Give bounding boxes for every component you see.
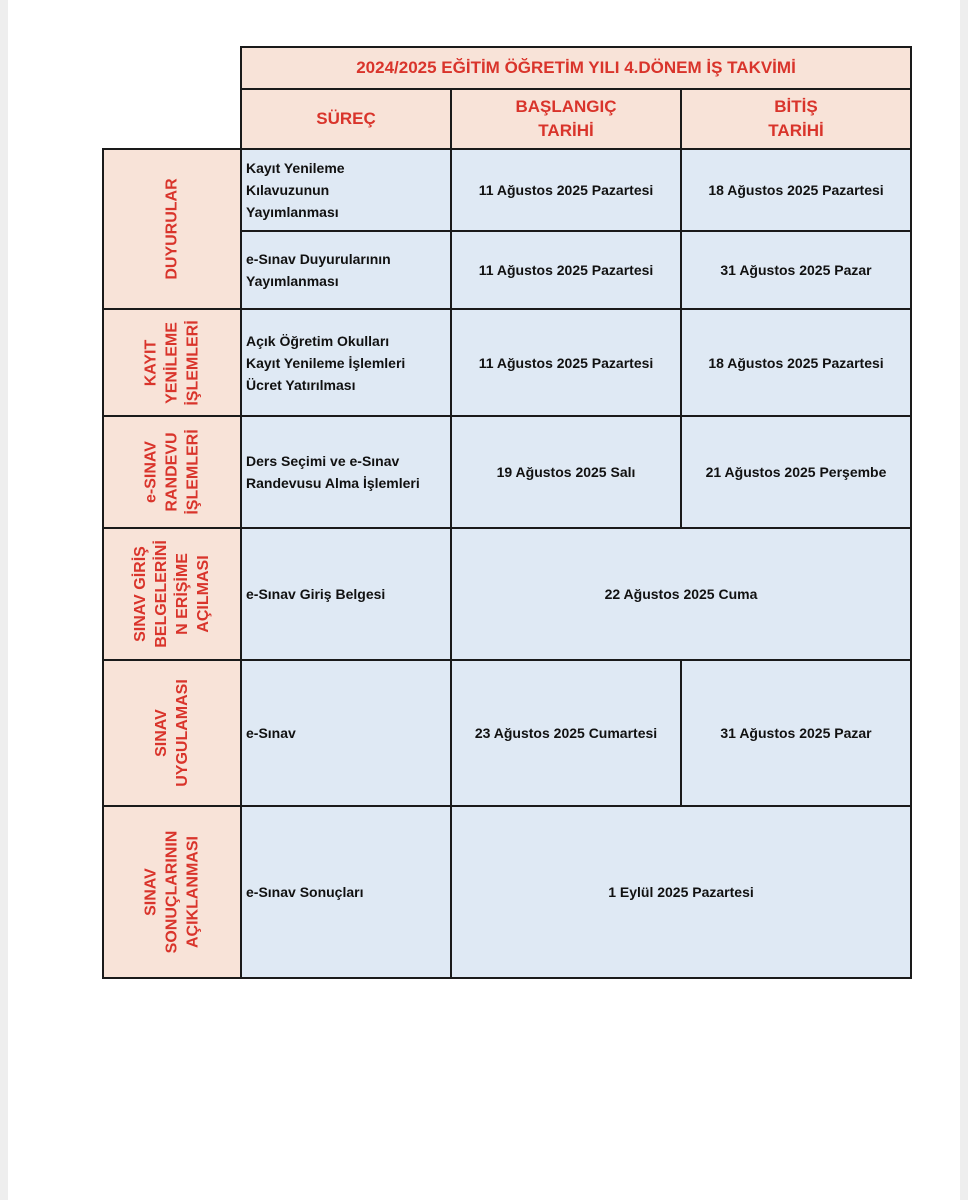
process-cell: Ders Seçimi ve e-Sınav Randevusu Alma İşlemleri [241, 416, 451, 528]
start-date-cell: 19 Ağustos 2025 Salı [451, 416, 681, 528]
header-start-date [451, 89, 681, 149]
category-kayit-yenileme-label: KAYIT YENİLEME İŞLEMLERİ [142, 319, 202, 406]
category-giris-belgeleri [103, 528, 241, 660]
table-title: 2024/2025 EĞİTİM ÖĞRETİM YILI 4.DÖNEM İŞ TAKVİMİ [241, 47, 911, 89]
category-duyurular [103, 149, 241, 309]
category-randevu-label: e-SINAV RANDEVU İŞLEMLERİ [142, 429, 202, 515]
start-date-cell: 23 Ağustos 2025 Cumartesi [451, 660, 681, 806]
header-start-label: BAŞLANGIÇ TARİHİ [515, 97, 617, 140]
process-cell: e-Sınav Giriş Belgesi [241, 528, 451, 660]
process-cell: Kayıt Yenileme Kılavuzunun Yayımlanması [241, 149, 451, 231]
process-cell: e-Sınav Duyurularının Yayımlanması [241, 231, 451, 309]
end-date-cell: 31 Ağustos 2025 Pazar [681, 231, 911, 309]
schedule-table [102, 46, 912, 979]
process-cell: e-Sınav [241, 660, 451, 806]
end-date-cell: 21 Ağustos 2025 Perşembe [681, 416, 911, 528]
process-cell: Açık Öğretim Okulları Kayıt Yenileme İşlemleri Ücret Yatırılması [241, 309, 451, 416]
start-date-cell: 11 Ağustos 2025 Pazartesi [451, 309, 681, 416]
category-sinav-sonuclari [103, 806, 241, 978]
start-date-cell: 11 Ağustos 2025 Pazartesi [451, 149, 681, 231]
category-kayit-yenileme [103, 309, 241, 416]
single-date-cell: 22 Ağustos 2025 Cuma [451, 528, 911, 660]
single-date-cell: 1 Eylül 2025 Pazartesi [451, 806, 911, 978]
header-process: SÜREÇ [241, 89, 451, 149]
category-sinav-uygulamasi-label: SINAV UYGULAMASI [153, 679, 191, 787]
category-randevu [103, 416, 241, 528]
document-page [8, 0, 960, 1200]
start-date-cell: 11 Ağustos 2025 Pazartesi [451, 231, 681, 309]
category-sinav-uygulamasi [103, 660, 241, 806]
end-date-cell: 31 Ağustos 2025 Pazar [681, 660, 911, 806]
header-end-label: BİTİŞ TARİHİ [768, 97, 824, 140]
process-cell: e-Sınav Sonuçları [241, 806, 451, 978]
category-sinav-sonuclari-label: SINAV SONUÇLARININ AÇIKLANMASI [142, 830, 202, 954]
header-end-date [681, 89, 911, 149]
corner-blank [103, 47, 241, 149]
category-giris-belgeleri-label: SINAV GİRİŞ BELGELERİNİ N ERİŞİME AÇILMASI [132, 540, 212, 648]
category-duyurular-label: DUYURULAR [163, 178, 181, 280]
end-date-cell: 18 Ağustos 2025 Pazartesi [681, 309, 911, 416]
end-date-cell: 18 Ağustos 2025 Pazartesi [681, 149, 911, 231]
